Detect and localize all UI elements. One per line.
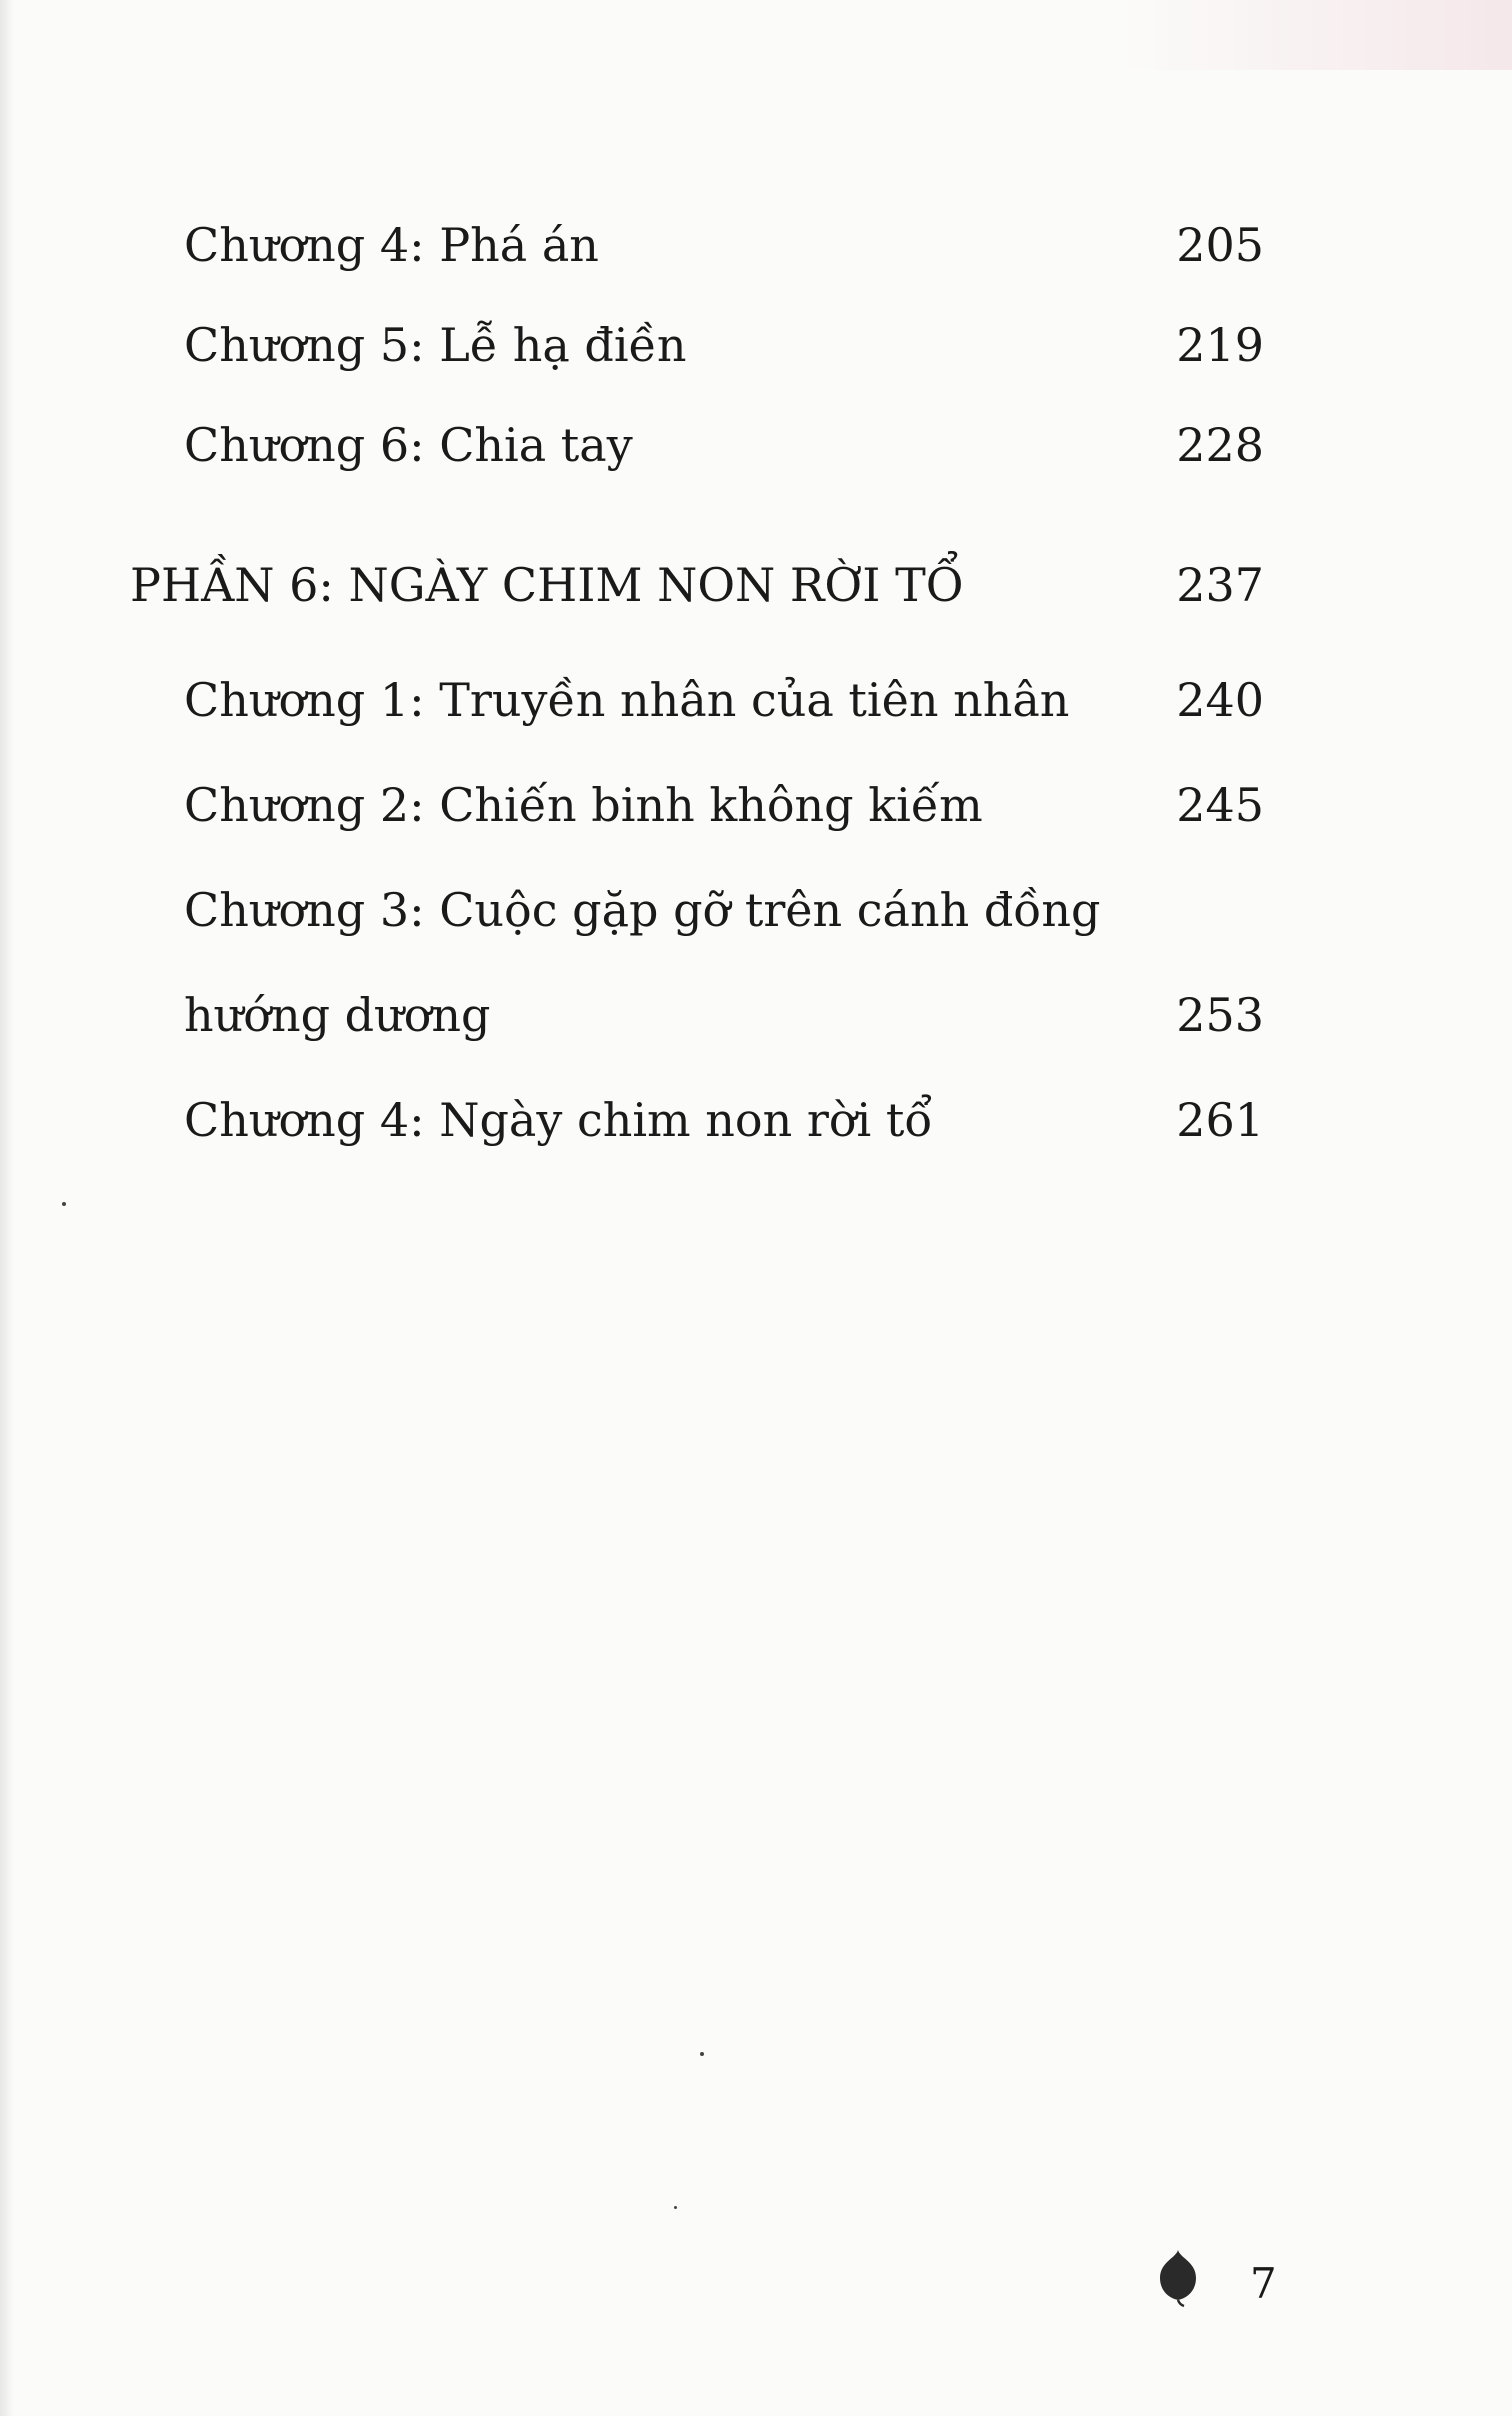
toc-entry-page: 261	[1176, 1093, 1264, 1147]
toc-entry-title: Chương 2: Chiến binh không kiếm	[184, 778, 983, 832]
toc-entry-title: Chương 5: Lễ hạ điền	[184, 318, 687, 372]
toc-entry-page: 253	[1176, 988, 1264, 1042]
page-number: 7	[1250, 2259, 1277, 2308]
toc-entry-title: Chương 4: Ngày chim non rời tổ	[184, 1093, 933, 1147]
toc-entry	[184, 205, 1264, 285]
toc-entry	[184, 765, 1264, 845]
toc-entry-page: 219	[1176, 318, 1264, 372]
paper-speck	[62, 1202, 66, 1206]
toc-entry-page: 240	[1176, 673, 1264, 727]
toc-entry-title: hướng dương	[184, 988, 491, 1042]
toc-entry-continuation	[184, 975, 1264, 1055]
toc-part-entry	[130, 545, 1264, 625]
toc-entry	[184, 1080, 1264, 1160]
toc-entry-title: Chương 1: Truyền nhân của tiên nhân	[184, 673, 1070, 727]
toc-entry	[184, 870, 1264, 950]
toc-entry	[184, 405, 1264, 485]
corner-tint	[1122, 0, 1512, 70]
paper-speck	[674, 2206, 677, 2209]
toc-entry-title: Chương 3: Cuộc gặp gỡ trên cánh đồng	[184, 883, 1101, 937]
paper-speck	[700, 2052, 704, 2056]
toc-entry	[184, 305, 1264, 385]
toc-part-page: 237	[1176, 558, 1264, 612]
binding-shadow	[0, 0, 14, 2416]
toc-part-title: PHẦN 6: NGÀY CHIM NON RỜI TỔ	[130, 558, 964, 612]
toc-entry	[184, 660, 1264, 740]
toc-entry-title: Chương 4: Phá án	[184, 218, 599, 272]
toc-entry-title: Chương 6: Chia tay	[184, 418, 633, 472]
toc-entry-page: 245	[1176, 778, 1264, 832]
bodhi-leaf-icon	[1156, 2248, 1200, 2308]
toc-entry-page: 205	[1176, 218, 1264, 272]
toc-entry-page: 228	[1176, 418, 1264, 472]
